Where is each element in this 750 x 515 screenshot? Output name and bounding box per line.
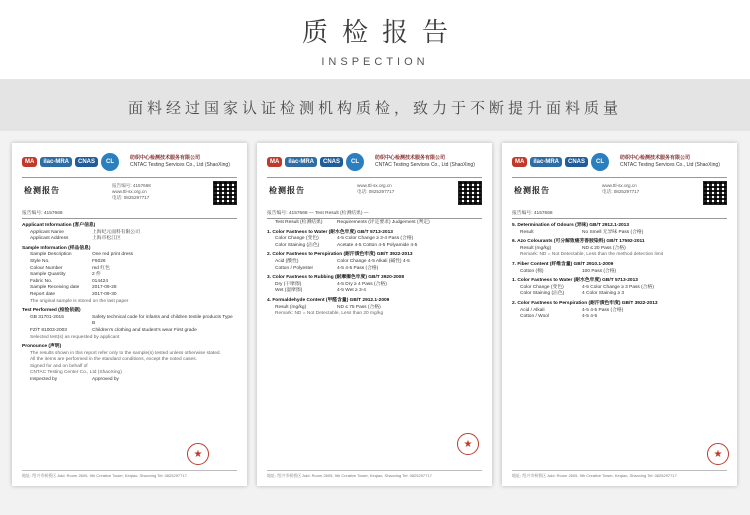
logo-ma: MA bbox=[22, 157, 37, 167]
result-row bbox=[22, 285, 237, 292]
section-heading: 2. Color Fastness to Perspiration (耐汗渍色牢度) GB/T 3922-2013 bbox=[267, 252, 413, 258]
result-row bbox=[22, 292, 237, 299]
report-number: 报告编号: 4157668 bbox=[512, 209, 727, 219]
note-text: Signed for and on behalf of bbox=[30, 363, 88, 369]
report-body bbox=[512, 220, 727, 456]
field-value: 上海市松江区 bbox=[92, 236, 121, 242]
field-label: Sample Description bbox=[30, 252, 72, 258]
result-row bbox=[22, 315, 237, 328]
result-row bbox=[267, 220, 482, 227]
field-label: Wet (湿摩擦) bbox=[275, 288, 303, 294]
company-name bbox=[130, 155, 230, 169]
accreditation-logos bbox=[512, 153, 609, 171]
field-value: 4-5 Color Change ≥ 3 Pass (合格) bbox=[582, 284, 654, 290]
field-value: 4-5 4-5 Pass (合格) bbox=[582, 307, 624, 313]
meta-line: www.ttl-sx.org.cn bbox=[112, 189, 147, 194]
note-text: Selected test(s) as requested by applicant bbox=[30, 334, 120, 340]
field-value: Children's clothing and student's wear First grade bbox=[92, 327, 197, 333]
field-label: Inspected by bbox=[30, 377, 58, 383]
result-row bbox=[22, 272, 237, 279]
result-row bbox=[512, 291, 727, 298]
report-page-2[interactable] bbox=[257, 143, 492, 486]
field-value: Safety technical code for infants and children textile products Type B bbox=[92, 314, 233, 327]
report-title-block bbox=[22, 181, 237, 209]
field-label: Acid (酸性) bbox=[275, 258, 299, 264]
logo-cnas: CNAS bbox=[75, 157, 98, 167]
result-row bbox=[512, 314, 727, 321]
result-row bbox=[267, 288, 482, 295]
company-name bbox=[620, 155, 720, 169]
page-subtitle: INSPECTION bbox=[321, 56, 429, 68]
field-value: 2 件 bbox=[92, 272, 101, 278]
note-text: Remark: ND = Not Detectable, Less than 20 mg/kg bbox=[275, 311, 384, 317]
field-label: Style No. bbox=[30, 258, 50, 264]
field-value: Color Change 4-5 Alkali (碱性) 4-5 bbox=[337, 258, 410, 264]
field-label: Sample Receiving date bbox=[30, 285, 80, 291]
section-heading: 6. Azo Colourants (可分解致癌芳香胺染料) GB/T 17592-2011 bbox=[512, 239, 645, 245]
company-name-cn: 纺织中心检测技术服务有限公司 bbox=[620, 155, 691, 161]
accreditation-logos bbox=[22, 153, 119, 171]
field-value: 2017-09-28 bbox=[92, 285, 117, 291]
company-name-en: CNTAC Testing Services Co., Ltd (ShaoXing) bbox=[375, 162, 475, 168]
field-label: Color Staining (沾色) bbox=[520, 291, 565, 297]
banner-text: 面料经过国家认证检测机构质检，致力于不断提升面料质量 bbox=[127, 99, 622, 117]
note-text: All the items are performed in the standard conditions, except the noted cases. bbox=[30, 357, 197, 363]
note-text: The results shown in this report refer only to the sample(s) tested unless otherwise stated. bbox=[30, 350, 221, 356]
report-title-block bbox=[512, 181, 727, 209]
header-divider bbox=[22, 177, 237, 178]
field-value: Acetate 4-5 Cotton 4-5 Polyamide 4-5 bbox=[337, 242, 418, 248]
report-header bbox=[267, 153, 482, 175]
qr-code-icon bbox=[213, 181, 237, 205]
logo-ilac: ilac-MRA bbox=[285, 157, 317, 167]
field-label: Cotton (棉) bbox=[520, 268, 544, 274]
company-name-en: CNTAC Testing Services Co., Ltd (ShaoXing) bbox=[620, 162, 720, 168]
result-row bbox=[22, 259, 237, 266]
field-label: Acid / Alkali bbox=[520, 307, 545, 313]
result-row bbox=[267, 243, 482, 250]
field-value: ND ≤ 20 Pass (合格) bbox=[582, 245, 626, 251]
report-number: 报告编号: 4157668 bbox=[22, 209, 237, 219]
company-name bbox=[375, 155, 475, 169]
note-text: The original sample is stored on the last paper bbox=[30, 298, 129, 304]
field-value: F6026 bbox=[92, 258, 106, 264]
field-label: FZ/T 81003-2003 bbox=[30, 327, 67, 333]
section-heading: 3. Color Fastness to Rubbing (耐摩擦色牢度) GB/T 3920-2008 bbox=[267, 275, 404, 281]
field-label: Sample Quantity bbox=[30, 272, 66, 278]
section-heading: Applicant Information (客户信息) bbox=[22, 223, 96, 228]
section-heading: Sample Information (样品信息) bbox=[22, 245, 91, 251]
logo-cl: CL bbox=[346, 153, 364, 171]
field-label: Cotton / Polyester bbox=[275, 265, 314, 271]
section-heading: 1. Color Fastness to Water (耐水色牢度) GB/T 5713-2013 bbox=[267, 229, 393, 235]
report-footer: 地址: 绍兴市柯桥区 Add: Room 2605, 9th Creative Tower, Keqiao, Shaoxing Tel: 0825297717 bbox=[22, 470, 237, 478]
field-label: GB 31701-2015 bbox=[30, 314, 64, 320]
report-page-1[interactable] bbox=[12, 143, 247, 486]
report-title: 检测报告 bbox=[514, 186, 550, 195]
official-seal-icon: ★ bbox=[187, 443, 209, 465]
field-label: Report date bbox=[30, 291, 56, 297]
field-value: 2017-09-30 bbox=[92, 291, 117, 297]
field-label: Applicant Name bbox=[30, 229, 64, 235]
report-meta bbox=[112, 183, 151, 201]
field-value: 014424 bbox=[92, 278, 109, 284]
logo-ma: MA bbox=[267, 157, 282, 167]
result-row bbox=[267, 266, 482, 273]
report-footer: 地址: 绍兴市柯桥区 Add: Room 2605, 9th Creative Tower, Keqiao, Shaoxing Tel: 0825297717 bbox=[512, 470, 727, 478]
field-label: Color Change (变色) bbox=[520, 284, 564, 290]
field-label: Dry (干摩擦) bbox=[275, 281, 302, 287]
field-label: Fabric No. bbox=[30, 278, 53, 284]
field-label: Test Result (检测结果) bbox=[275, 220, 323, 225]
section-heading: 5. Determination of Odours (异味) GB/T 2912.1-2013 bbox=[512, 223, 630, 228]
field-value: 4-5 Dry ≥ 4 Pass (合格) bbox=[337, 281, 387, 287]
company-name-cn: 纺织中心检测技术服务有限公司 bbox=[130, 155, 201, 161]
header-divider bbox=[267, 177, 482, 178]
logo-cl: CL bbox=[591, 153, 609, 171]
result-row bbox=[512, 230, 727, 237]
header-divider bbox=[512, 177, 727, 178]
result-row bbox=[22, 377, 237, 384]
accreditation-logos bbox=[267, 153, 364, 171]
meta-line: 电话: 0825297717 bbox=[602, 189, 640, 194]
result-row bbox=[267, 259, 482, 266]
report-meta bbox=[357, 183, 394, 195]
meta-line: www.ttl-sx.org.cn bbox=[602, 183, 637, 188]
section-heading: 1. Color Fastness to Water (耐水色牢度) GB/T 5713-2013 bbox=[512, 278, 638, 284]
field-label: Cotton / Wool bbox=[520, 314, 549, 320]
result-row bbox=[22, 328, 237, 335]
field-value: Approved by bbox=[92, 377, 119, 383]
field-value: No Smell 无异味 Pass (合格) bbox=[582, 229, 644, 235]
report-title: 检测报告 bbox=[24, 186, 60, 195]
result-row bbox=[512, 269, 727, 276]
official-seal-icon: ★ bbox=[707, 443, 729, 465]
result-row bbox=[267, 236, 482, 243]
section-heading: Pronounce (声明) bbox=[22, 344, 62, 350]
result-row bbox=[22, 252, 237, 259]
report-number: 报告编号: 4157668 — Test Result (检测结果) — bbox=[267, 209, 482, 219]
company-name-en: CNTAC Testing Services Co., Ltd (ShaoXing) bbox=[130, 162, 230, 168]
field-label: Applicant Address bbox=[30, 236, 69, 242]
meta-line: 报告编号: 4157668 bbox=[112, 183, 151, 188]
report-header bbox=[512, 153, 727, 175]
page-title: 质检报告 bbox=[301, 18, 462, 48]
official-seal-icon: ★ bbox=[457, 433, 479, 455]
meta-line: 电话: 0825297717 bbox=[357, 189, 395, 194]
report-body bbox=[267, 220, 482, 456]
field-value: ND ≤ 75 Pass (合格) bbox=[337, 304, 381, 310]
section-heading: Test Performed (检验依据) bbox=[22, 308, 81, 314]
field-label: Result bbox=[520, 229, 534, 235]
field-value: One red print dress bbox=[92, 252, 134, 258]
logo-cnas: CNAS bbox=[565, 157, 588, 167]
report-footer: 地址: 绍兴市柯桥区 Add: Room 2605, 9th Creative Tower, Keqiao, Shaoxing Tel: 0825297717 bbox=[267, 470, 482, 478]
report-page-3[interactable] bbox=[502, 143, 737, 486]
field-value: 上海纪元面料有限公司 bbox=[92, 229, 140, 235]
field-label: Color Change (变色) bbox=[275, 236, 319, 242]
report-meta bbox=[602, 183, 639, 195]
report-header bbox=[22, 153, 237, 175]
section-heading: 2. Color Fastness to Perspiration (耐汗渍色牢度) GB/T 3922-2013 bbox=[512, 300, 658, 306]
meta-line: www.ttl-sx.org.cn bbox=[357, 183, 392, 188]
logo-cnas: CNAS bbox=[320, 157, 343, 167]
field-value: 100 Pass (合格) bbox=[582, 268, 617, 274]
field-value: 4 Color Staining ≥ 3 bbox=[582, 291, 625, 297]
field-label: Result (mg/kg) bbox=[520, 245, 552, 251]
field-value: Requirements (评定要求) Judgement (判定) bbox=[337, 220, 430, 225]
qr-code-icon bbox=[458, 181, 482, 205]
note-text: CNTAC Testing Center Co., Ltd (ShaoXing) bbox=[30, 370, 122, 376]
report-title-block bbox=[267, 181, 482, 209]
field-value: red 红色 bbox=[92, 265, 110, 271]
section-heading: 7. Fiber Content (纤维含量) GB/T 2910.1-2009 bbox=[512, 261, 614, 267]
company-name-cn: 纺织中心检测技术服务有限公司 bbox=[375, 155, 446, 161]
section-heading: 4. Formaldehyde Content (甲醛含量) GB/T 2912.1-2009 bbox=[267, 297, 390, 303]
qr-code-icon bbox=[703, 181, 727, 205]
field-value: 4-5 4-5 bbox=[582, 314, 598, 320]
report-body bbox=[22, 220, 237, 456]
field-value: 4-5 Color Change ≥ 3-4 Pass (合格) bbox=[337, 236, 414, 242]
note-text: Remark: ND = Not Detectable, Less than the method detection limit bbox=[520, 252, 664, 258]
result-row bbox=[22, 236, 237, 243]
logo-ma: MA bbox=[512, 157, 527, 167]
logo-cl: CL bbox=[101, 153, 119, 171]
logo-ilac: ilac-MRA bbox=[530, 157, 562, 167]
field-value: 4-5 Wet ≥ 3-4 bbox=[337, 288, 366, 294]
field-label: Color Staining (沾色) bbox=[275, 242, 320, 248]
logo-ilac: ilac-MRA bbox=[40, 157, 72, 167]
meta-line: 电话: 0825297717 bbox=[112, 195, 150, 200]
field-label: Result (mg/kg) bbox=[275, 304, 307, 310]
field-label: Colour Number bbox=[30, 265, 63, 271]
report-title: 检测报告 bbox=[269, 186, 305, 195]
field-value: 4-5 4-5 Pass (合格) bbox=[337, 265, 379, 271]
